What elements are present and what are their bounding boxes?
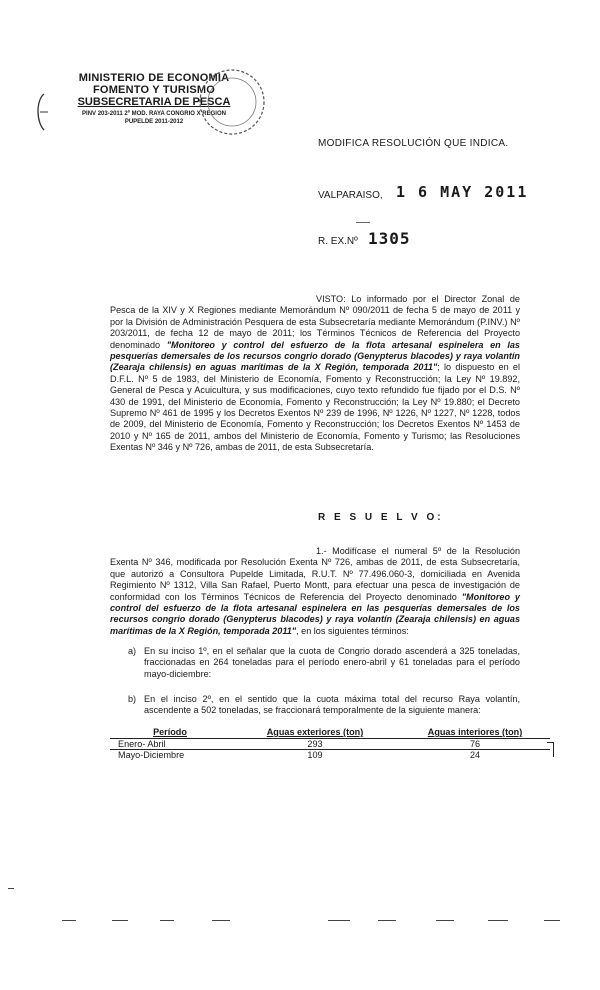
item-b-text: En el inciso 2º, en el sentido que la cuota máxima total del recurso Raya volantín, ascendente a 502 toneladas, se fraccionará temporalmente de la siguiente manera:: [144, 694, 520, 716]
point1-text-1: 1.- Modifícase el numeral 5º de la Resolución Exenta Nº 346, modificada por Resolución Exenta Nº 726, ambas de 2011, de esta Subsecretaría, que autorizó a Consultora Pupelde Limitada, R.U.T. Nº 77.496.060-3, domiciliada en Avenida Regimiento Nº 1312, Villa San Rafael, Puerto Montt, para efectuar una pesca de investigación de conformidad con los Términos Técnicos de Referencia del Proyecto denominado: [110, 546, 520, 602]
visto-project-name: "Monitoreo y control del esfuerzo de la flota artesanal espinelera en las pesquerías demersales de los recursos congrio dorado (Genypterus blacodes) y raya volantín (Zearaja chilensis) en aguas marítimas de la X Región, temporada 2011": [110, 339, 520, 373]
table-header-row: [110, 727, 550, 739]
scan-mark: [212, 920, 230, 921]
visto-paragraph: [110, 294, 520, 454]
row1-inner: 76: [400, 739, 550, 750]
scan-mark: [112, 920, 128, 921]
scan-mark: [8, 888, 14, 889]
table-row: [110, 750, 550, 761]
scan-mark: [544, 920, 560, 921]
margin-mark-icon: [32, 92, 54, 132]
resolution-number: 1305: [368, 229, 411, 248]
row1-period: Enero- Abril: [110, 739, 230, 750]
point1-project-name: "Monitoreo y control del esfuerzo de la flota artesanal espinelera en las pesquerías demersales de los recursos congrio dorado (Genypterus blacodes) y raya volantín (Zearaja chilensis) en aguas marítimas de la X Región, temporada 2011": [110, 591, 520, 636]
visto-text-2: ; lo dispuesto en el D.F.L. Nº 5 de 1983, del Ministerio de Economía, Fomento y Reconstrucción; la Ley Nº 19.892, General de Pesca y Acuicultura, y sus modificaciones, cuyo texto refundido fue fijado por el D.S. Nº 430 de 1991, del Ministerio de Economía, Fomento y Reconstrucción; la Ley Nº 19.880; el Decreto Supremo Nº 461 de 1995 y los Decretos Exentos Nº 239 de 1996, Nº 1226, Nº 1227, Nº 1228, todos de 2009, del Ministerio de Economía, Fomento y Reconstrucción; los Decretos Exentos Nº 1453 de 2010 y Nº 165 de 2011, ambos del Ministerio de Economía, Fomento y Turismo; las Resoluciones Exentas Nº 346 y Nº 726, ambas de 2011, de esta Subsecretaría.: [110, 362, 520, 453]
reference-line-1: PINV 203-2011 2º MOD. RAYA CONGRIO X REGION: [82, 111, 226, 117]
place-label: VALPARAISO,: [318, 190, 383, 201]
row2-period: Mayo-Diciembre: [110, 750, 230, 761]
point1-text-2: , en los siguientes términos:: [296, 625, 409, 636]
item-a-text: En su inciso 1º, en el señalar que la cuota de Congrio dorado ascenderá a 325 toneladas, fraccionadas en 264 toneladas para el período enero-abril y 61 toneladas para el período mayo-diciembre:: [144, 646, 520, 679]
scan-mark: [436, 920, 454, 921]
table-bracket: [547, 742, 554, 757]
scan-mark: [160, 920, 174, 921]
round-seal-icon: [164, 64, 294, 142]
resolution-label: R. EX.Nº: [318, 236, 358, 247]
ministry-line-1: MINISTERIO DE ECONOMIA: [78, 72, 230, 84]
letterhead-stamp: [44, 72, 284, 142]
resuelvo-heading: R E S U E L V O:: [318, 512, 444, 523]
scan-mark: [328, 920, 350, 921]
table-row: [110, 739, 550, 750]
item-b-letter: b): [128, 694, 137, 704]
document-title: MODIFICA RESOLUCIÓN QUE INDICA.: [318, 138, 509, 149]
header-outer-waters: Aguas exteriores (ton): [266, 727, 364, 737]
quota-table: [110, 727, 550, 760]
header-period: Período: [153, 727, 187, 737]
header-inner-waters: Aguas interiores (ton): [427, 727, 523, 737]
row1-outer: 293: [230, 739, 400, 750]
ministry-line-2: FOMENTO Y TURISMO: [93, 84, 215, 96]
date-stamp: 1 6 MAY 2011: [396, 183, 529, 201]
item-a-letter: a): [128, 646, 137, 656]
scan-mark: [378, 920, 396, 921]
row2-inner: 24: [400, 750, 550, 761]
scan-mark: [488, 920, 508, 921]
scan-mark: [62, 920, 76, 921]
subsecretaria-line: SUBSECRETARIA DE PESCA: [77, 96, 231, 108]
resolution-point-1: [110, 546, 520, 637]
visto-text-1: VISTO: Lo informado por el Director Zonal de Pesca de la XIV y X Regiones mediante Memorándum Nº 090/2011 de fecha 5 de mayo de 2011 y por la División de Administración Pesquera de esta Subsecretaría mediante Memorándum (P.INV.) Nº 203/2011, de fecha 12 de mayo de 2011; los Términos Técnicos de Referencia del Proyecto denominado: [110, 294, 520, 350]
mark-dash: [356, 222, 370, 223]
row2-outer: 109: [230, 750, 400, 761]
reference-line-2: PUPELDE 2011-2012: [124, 119, 184, 125]
